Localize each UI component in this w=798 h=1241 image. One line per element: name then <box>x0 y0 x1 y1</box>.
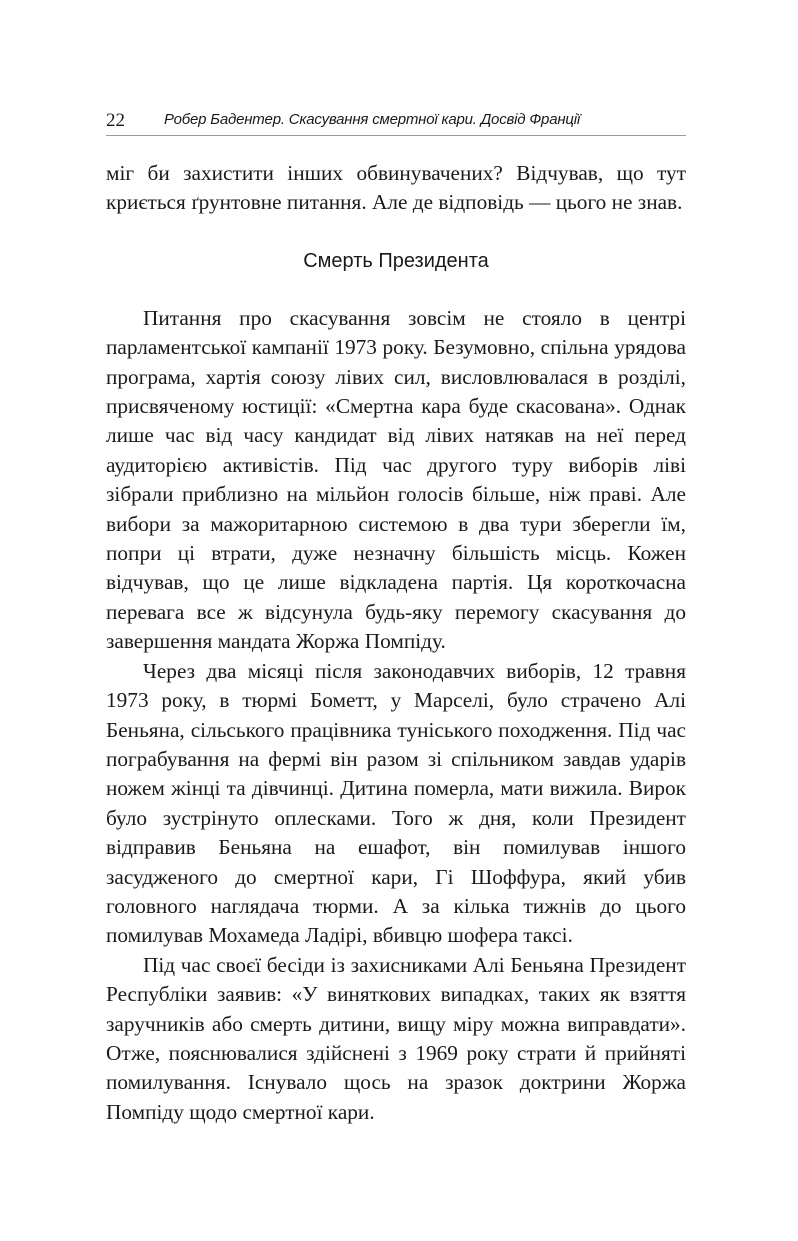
paragraph: Через два місяці після законодавчих виборів, 12 травня 1973 року, в тюрмі Бометт, у Марселі, було страчено Алі Беньяна, сільського працівника туніського походження. Під час пограбування на фермі він разом зі спільником завдав ударів ножем жінці та дівчинці. Дитина померла, мати вижила. Вирок було зустрінуто оплесками. Того ж дня, коли Президент відправив Беньяна на ешафот, він помилував іншого засудженого до смертної кари, Гі Шоффура, який убив головного наглядача тюрми. А за кілька тижнів до цього помилував Мохамеда Ладірі, вбивцю шофера таксі. <box>106 658 686 948</box>
paragraph-continuation: міг би захистити інших обвинувачених? Відчував, що тут криється ґрунтовне питання. Але де відповідь — цього не знав. <box>106 161 686 215</box>
running-header <box>106 110 686 134</box>
paragraph: Питання про скасування зовсім не стояло в центрі парламентської кампанії 1973 року. Безумовно, спільна урядова програма, хартія союзу лівих сил, висловлювалася в розділі, присвяченому юстиції: «Смертна кара буде скасована». Однак лише час від часу кандидат від лівих натякав на неї перед аудиторією активістів. Під час другого туру виборів ліві зібрали приблизно на мільйон голосів більше, ніж праві. Але вибори за мажоритарною системою в два тури зберегли їм, попри ці втрати, дуже незначну більшість місць. Кожен відчував, що це лише відкладена партія. Ця короткочасна перевага все ж відсунула будь-яку перемогу скасування до завершення мандата Жоржа Помпіду. <box>106 305 686 654</box>
section-heading: Смерть Президента <box>303 249 489 272</box>
running-title: Робер Бадентер. Скасування смертної кари. Досвід Франції <box>164 111 581 128</box>
page-number: 22 <box>106 110 125 131</box>
header-divider <box>106 135 686 136</box>
paragraph: Під час своєї бесіди із захисниками Алі Беньяна Президент Республіки заявив: «У виняткових випадках, таких як взяття заручників або смерть дитини, вищу міру можна виправдати». Отже, пояснювалися здійснені з 1969 року страти й прийняті помилування. Існувало щось на зразок доктрини Жоржа Помпіду щодо смертної кари. <box>106 952 686 1124</box>
page-body <box>106 159 686 1127</box>
